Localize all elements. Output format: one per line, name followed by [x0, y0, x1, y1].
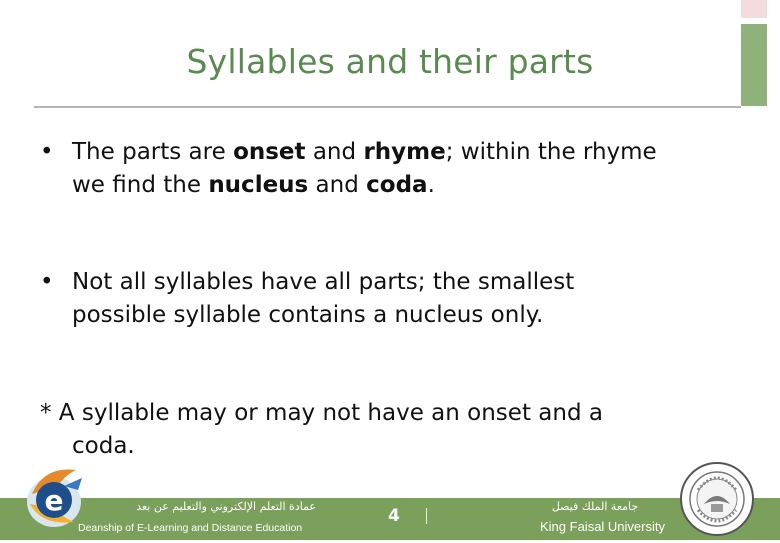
bullet-1-line-2: [40, 169, 730, 202]
accent-block-top: [741, 0, 767, 18]
note: [40, 397, 740, 463]
text-segment: we find the: [72, 172, 209, 198]
page-number-divider: [426, 508, 427, 524]
text-segment: ; within the rhyme: [445, 139, 657, 165]
footer-right-english: King Faisal University: [540, 519, 665, 534]
term-rhyme: rhyme: [363, 139, 446, 165]
accent-block-right: [741, 24, 767, 106]
text-segment: The parts are: [72, 139, 234, 165]
text-segment: .: [427, 172, 435, 198]
bullet-2: [40, 266, 730, 332]
bullet-marker: •: [40, 269, 54, 295]
e-learning-logo-icon: [24, 456, 92, 532]
footer-left-arabic: عمادة التعلم الإلكتروني والتعليم عن بعد: [136, 500, 316, 513]
note-line-1: * A syllable may or may not have an onset and a: [40, 400, 603, 426]
svg-text:e: e: [44, 484, 64, 517]
bullet-1: [40, 136, 730, 202]
term-onset: onset: [233, 139, 306, 165]
bullet-1-line-1: [40, 136, 730, 169]
slide-title: Syllables and their parts: [186, 42, 594, 81]
term-nucleus: nucleus: [208, 172, 309, 198]
bullet-2-line-2: possible syllable contains a nucleus only.: [72, 302, 544, 328]
page-number: 4: [388, 506, 400, 526]
footer-right-arabic: جامعة الملك فيصل: [551, 500, 639, 513]
bullet-marker: •: [40, 139, 54, 165]
footer-left-english: Deanship of E-Learning and Distance Education: [78, 522, 303, 534]
text-segment: and: [308, 172, 367, 198]
term-coda: coda: [366, 172, 428, 198]
note-line-2: coda.: [72, 433, 135, 459]
title-divider: [34, 106, 741, 108]
text-segment: and: [305, 139, 364, 165]
bullet-2-line-1: Not all syllables have all parts; the smallest: [72, 269, 575, 295]
university-seal-icon: [678, 460, 756, 538]
